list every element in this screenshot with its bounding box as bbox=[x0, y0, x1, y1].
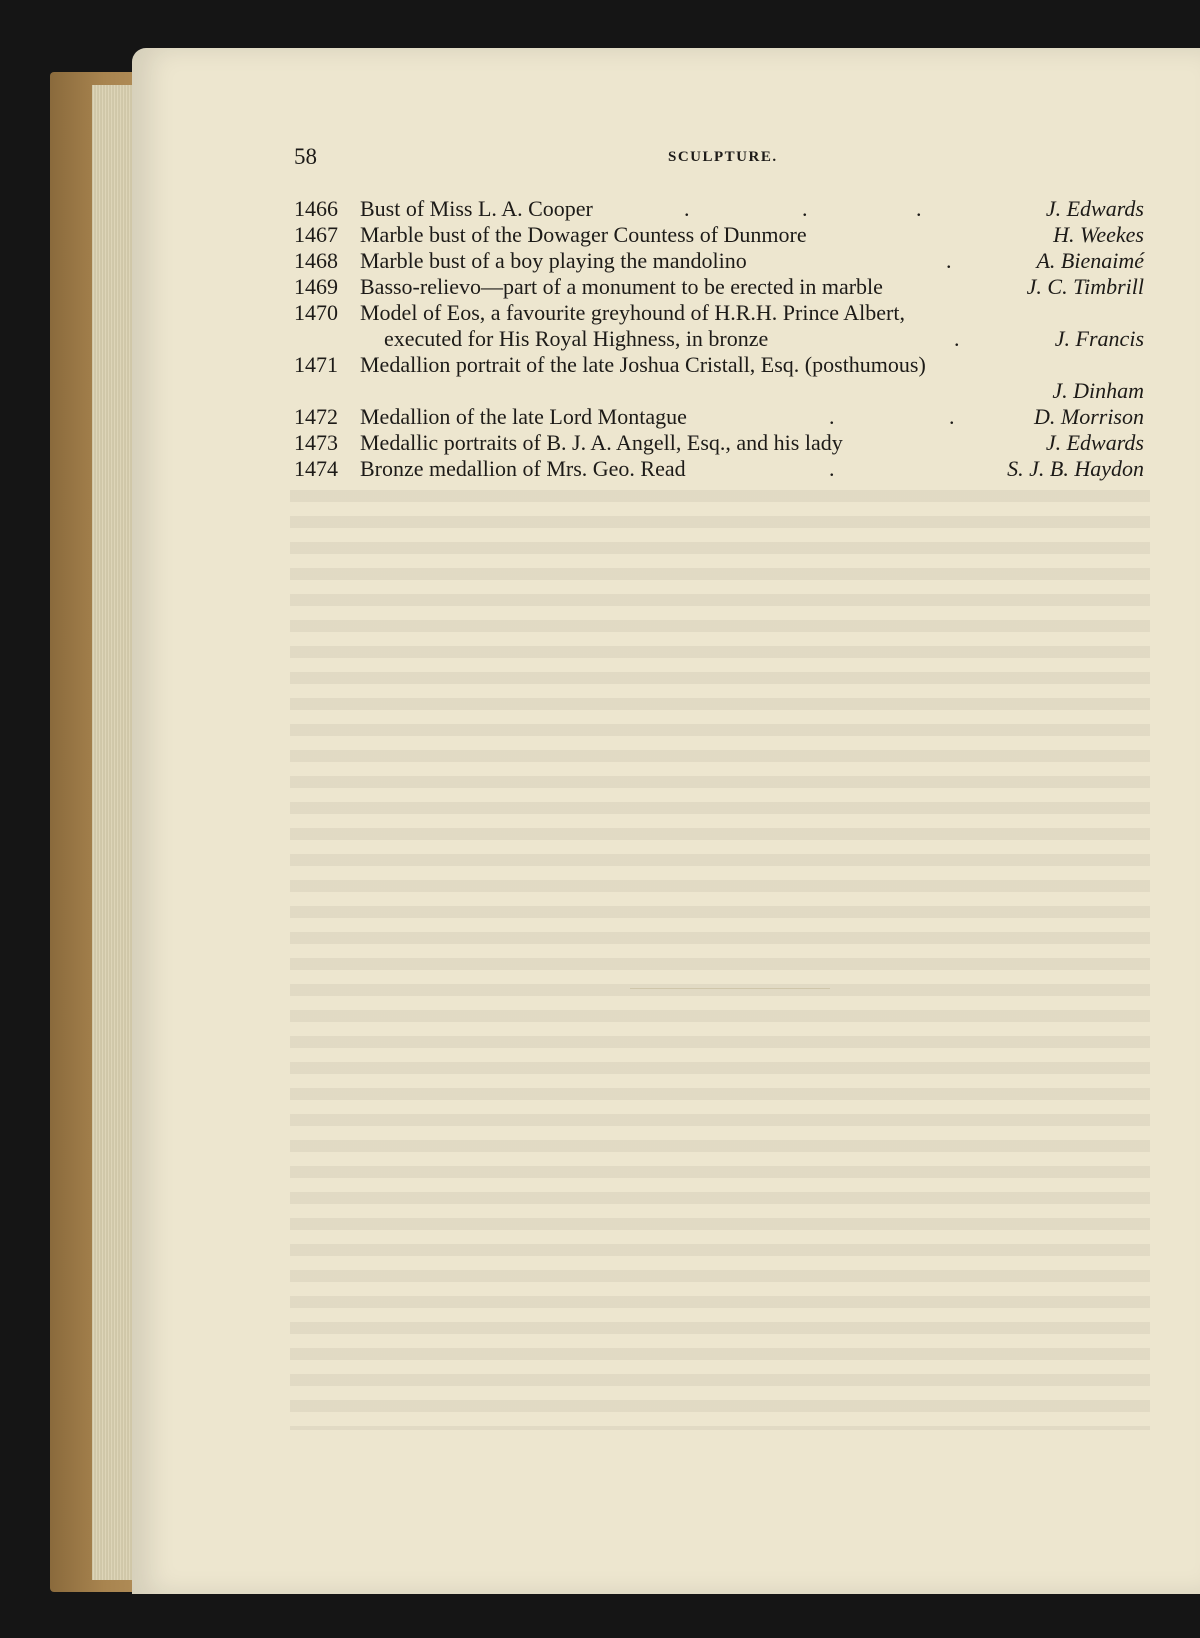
leader-dot: . bbox=[946, 248, 952, 273]
leader-dot: . bbox=[949, 404, 955, 429]
entry-description-continued: executed for His Royal Highness, in bronze bbox=[384, 326, 769, 351]
entry-artist: J. Edwards bbox=[1045, 196, 1144, 221]
entry-number: 1466 bbox=[294, 196, 338, 221]
catalogue-entries bbox=[294, 196, 1144, 482]
entry-description: Medallion portrait of the late Joshua Cristall, Esq. (posthumous) bbox=[360, 352, 926, 377]
entry-number: 1471 bbox=[294, 352, 338, 377]
leader-dot: . bbox=[802, 196, 808, 221]
entry-artist: D. Morrison bbox=[1033, 404, 1144, 429]
entry-number: 1469 bbox=[294, 274, 338, 299]
entry-1470-continuation bbox=[294, 326, 1144, 352]
leader-dot: . bbox=[829, 456, 835, 481]
bleed-through-rule bbox=[630, 988, 830, 989]
entry-1467 bbox=[294, 222, 1144, 248]
entry-description: Medallic portraits of B. J. A. Angell, Esq., and his lady bbox=[360, 430, 843, 455]
entry-number: 1468 bbox=[294, 248, 338, 273]
leader-dot: . bbox=[954, 326, 960, 351]
leader-dot: . bbox=[916, 196, 922, 221]
entry-1466 bbox=[294, 196, 1144, 222]
bleed-through-text bbox=[290, 490, 1150, 1430]
entry-description: Medallion of the late Lord Montague bbox=[360, 404, 687, 429]
entry-artist: S. J. B. Haydon bbox=[1007, 456, 1144, 481]
entry-1474 bbox=[294, 456, 1144, 482]
entry-number: 1474 bbox=[294, 456, 338, 481]
entry-1469 bbox=[294, 274, 1144, 300]
entry-description: Marble bust of a boy playing the mandolino bbox=[360, 248, 747, 273]
entry-1470 bbox=[294, 300, 1144, 326]
entry-number: 1467 bbox=[294, 222, 338, 247]
entry-number: 1473 bbox=[294, 430, 338, 455]
entry-description: Marble bust of the Dowager Countess of Dunmore bbox=[360, 222, 807, 247]
entry-artist: H. Weekes bbox=[1053, 222, 1144, 247]
entry-1472 bbox=[294, 404, 1144, 430]
page-header bbox=[294, 144, 1144, 174]
leader-dot: . bbox=[829, 404, 835, 429]
leader-dot: . bbox=[684, 196, 690, 221]
entry-description: Bronze medallion of Mrs. Geo. Read bbox=[360, 456, 686, 481]
page-number: 58 bbox=[294, 144, 317, 169]
entry-artist: J. Francis bbox=[1054, 326, 1144, 351]
entry-1473 bbox=[294, 430, 1144, 456]
entry-description: Bust of Miss L. A. Cooper bbox=[360, 196, 593, 221]
entry-1471-continuation bbox=[294, 378, 1144, 404]
entry-description: Model of Eos, a favourite greyhound of H.R.H. Prince Albert, bbox=[360, 300, 905, 325]
running-title: SCULPTURE. bbox=[668, 149, 778, 165]
entry-artist: J. C. Timbrill bbox=[1026, 274, 1144, 299]
entry-1471 bbox=[294, 352, 1144, 378]
entry-number: 1472 bbox=[294, 404, 338, 429]
entry-artist: J. Edwards bbox=[1045, 430, 1144, 455]
entry-artist: J. Dinham bbox=[1052, 378, 1144, 403]
entry-number: 1470 bbox=[294, 300, 338, 325]
entry-artist: A. Bienaimé bbox=[1036, 248, 1144, 273]
entry-description: Basso-relievo—part of a monument to be erected in marble bbox=[360, 274, 883, 299]
entry-1468 bbox=[294, 248, 1144, 274]
